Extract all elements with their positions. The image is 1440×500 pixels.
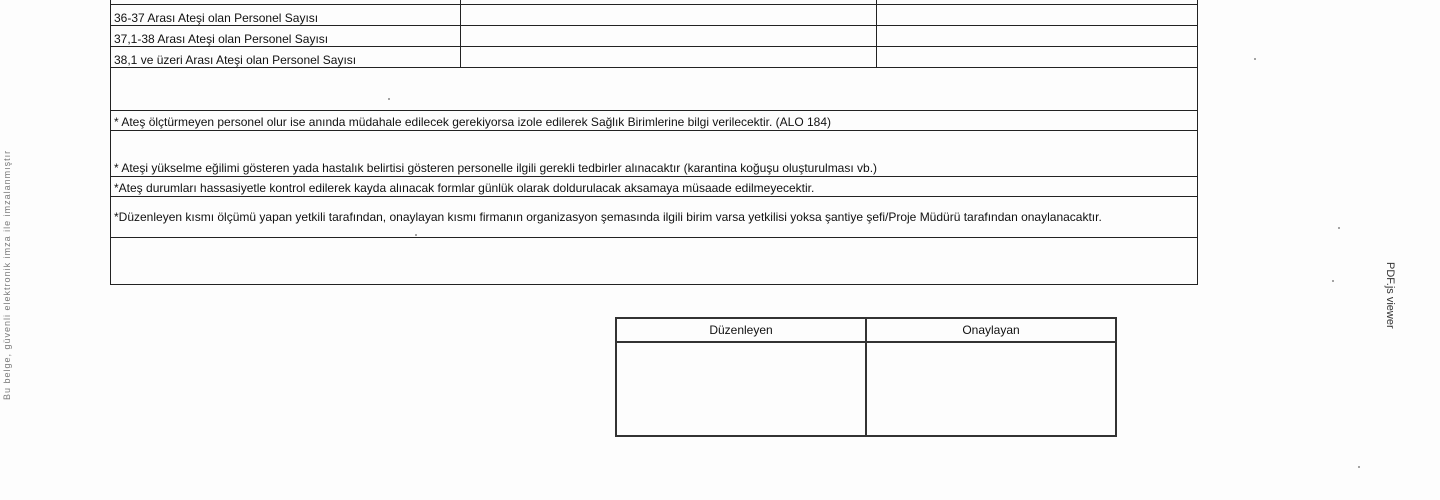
signature-header-row	[616, 318, 1116, 342]
row-cell	[460, 25, 876, 46]
row-cell	[876, 46, 1197, 67]
approved-label: Onaylayan	[866, 318, 1116, 342]
note-row	[111, 110, 1198, 130]
blank-row	[111, 237, 1198, 284]
scan-speck	[1254, 58, 1256, 60]
scan-speck	[1358, 466, 1360, 468]
note-text: *Düzenleyen kısmı ölçümü yapan yetkili tarafından, onaylayan kısmı firmanın organizasyon şemasında ilgili birim varsa yetkilisi yoksa şantiye şefi/Proje Müdürü tarafından onaylanacaktır.	[111, 196, 1198, 237]
note-row	[111, 176, 1198, 196]
blank-row	[111, 67, 1198, 110]
note-text: * Ateş ölçtürmeyen personel olur ise anında müdahale edilecek gerekiyorsa izole edilerek Sağlık Birimlerine bilgi verilecektir. (ALO 184)	[111, 110, 1198, 130]
table-row	[111, 46, 1198, 67]
row-cell	[460, 4, 876, 25]
row-label: 36-37 Arası Ateşi olan Personel Sayısı	[111, 4, 461, 25]
row-label: 38,1 ve üzeri Arası Ateşi olan Personel Sayısı	[111, 46, 461, 67]
table-row	[111, 25, 1198, 46]
signature-table	[615, 317, 1117, 437]
row-cell	[876, 25, 1197, 46]
note-text: *Ateş durumları hassasiyetle kontrol edilerek kayda alınacak formlar günlük olarak doldurulacak aksamaya müsaade edilmeyecektir.	[111, 176, 1198, 196]
signature-body-row	[616, 342, 1116, 436]
table-row	[111, 4, 1198, 25]
note-row	[111, 196, 1198, 237]
scan-speck	[415, 234, 417, 236]
prepared-signature-box	[616, 342, 866, 436]
note-row	[111, 130, 1198, 176]
approved-signature-box	[866, 342, 1116, 436]
row-cell	[460, 46, 876, 67]
scan-speck	[1332, 280, 1334, 282]
temperature-table	[110, 0, 1198, 285]
note-text: * Ateşi yükselme eğilimi gösteren yada hastalık belirtisi gösteren personelle ilgili gerekli tedbirler alınacaktır (karantina koğuşu oluşturulması vb.)	[111, 130, 1198, 176]
scan-speck	[388, 98, 390, 100]
prepared-label: Düzenleyen	[616, 318, 866, 342]
viewer-label: PDF.js viewer	[1384, 262, 1396, 329]
scan-speck	[1338, 227, 1340, 229]
row-label: 37,1-38 Arası Ateşi olan Personel Sayısı	[111, 25, 461, 46]
row-cell	[876, 4, 1197, 25]
margin-text: Bu belge, güvenli elektronik imza ile imzalanmıştır	[2, 149, 12, 400]
